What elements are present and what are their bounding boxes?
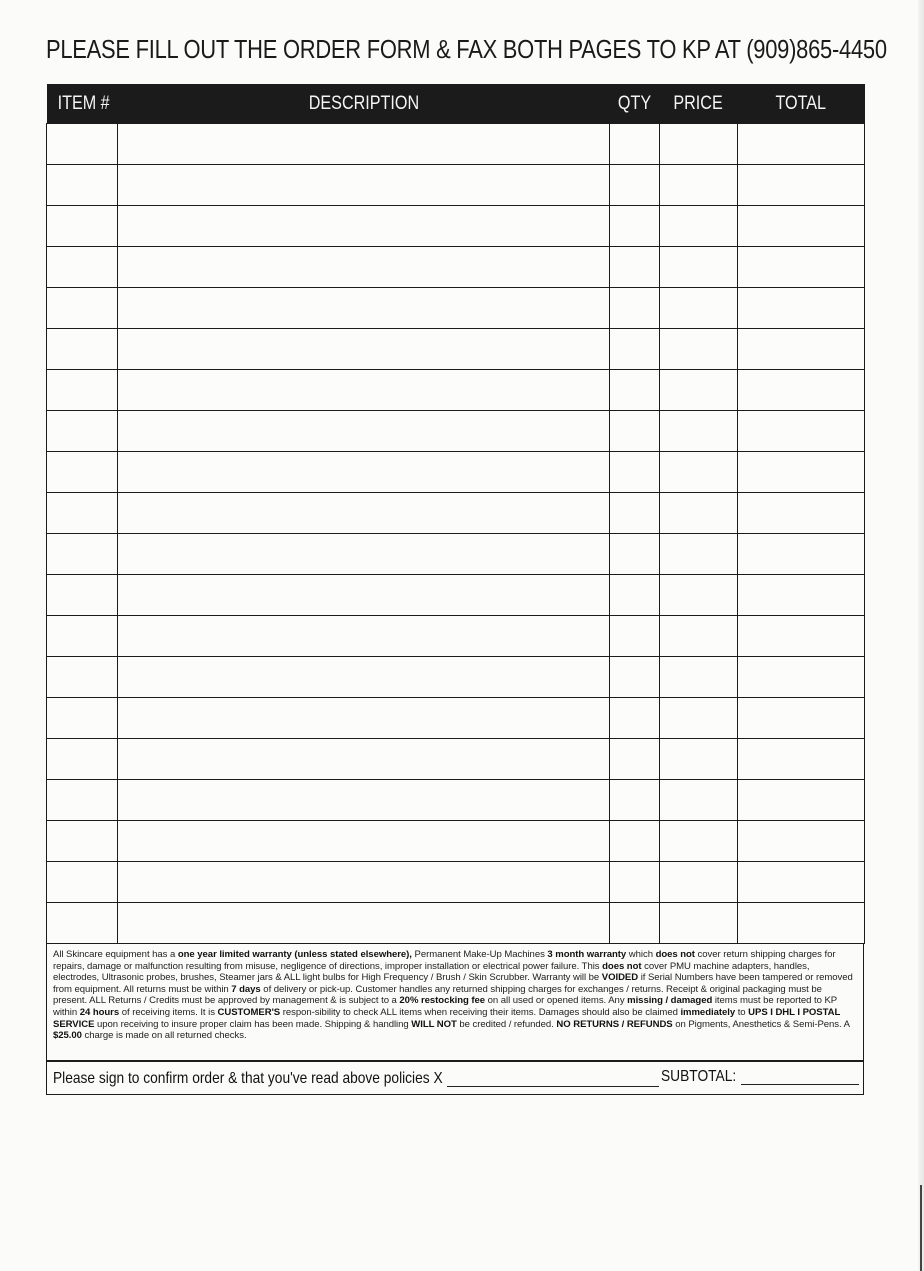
cell-description [118, 370, 610, 411]
item-number-input[interactable] [47, 288, 117, 328]
description-input[interactable] [118, 124, 609, 164]
qty-input[interactable] [610, 329, 659, 369]
cell-description [118, 575, 610, 616]
item-number-input[interactable] [47, 903, 117, 943]
total-input[interactable] [738, 739, 864, 779]
price-input[interactable] [660, 206, 737, 246]
description-input[interactable] [118, 534, 609, 574]
cell-price [660, 903, 738, 944]
description-input[interactable] [118, 452, 609, 492]
cell-description [118, 206, 610, 247]
table-row [47, 739, 865, 780]
policy-emphasis: VOIDED [601, 972, 639, 984]
cell-qty [610, 370, 660, 411]
cell-price [660, 165, 738, 206]
item-number-input[interactable] [47, 698, 117, 738]
cell-description [118, 288, 610, 329]
item-number-input[interactable] [47, 411, 117, 451]
table-row [47, 329, 865, 370]
item-number-input[interactable] [47, 493, 117, 533]
cell-total [738, 165, 865, 206]
policy-emphasis: 3 month warranty [547, 949, 627, 960]
price-input[interactable] [660, 575, 737, 615]
cell-price [660, 493, 738, 534]
qty-input[interactable] [610, 616, 659, 656]
description-input[interactable] [118, 821, 609, 861]
cell-total [738, 452, 865, 493]
policy-text-segment: of delivery or pick-up. Customer handles any returned shipping charges for exchanges / returns. Receipt & original packaging must be present. ALL Returns / Credits must be approved by management & is subject to a [53, 983, 822, 1007]
cell-qty [610, 206, 660, 247]
price-input[interactable] [660, 370, 737, 410]
cell-total [738, 739, 865, 780]
item-number-input[interactable] [47, 124, 117, 164]
item-number-input[interactable] [47, 534, 117, 574]
cell-description [118, 534, 610, 575]
table-row [47, 452, 865, 493]
cell-description [118, 165, 610, 206]
policy-text-segment: cover PMU machine adapters, handles, electrodes, Ultrasonic probes, brushes, Steamer jars & ALL light bulbs for High Frequency / Brush / Skin Scrubber. Warranty will be [53, 960, 810, 984]
cell-qty [610, 411, 660, 452]
cell-price [660, 329, 738, 370]
total-input[interactable] [738, 452, 864, 492]
cell-qty [610, 165, 660, 206]
price-input[interactable] [660, 698, 737, 738]
total-input[interactable] [738, 534, 864, 574]
cell-item-number [47, 862, 118, 903]
cell-description [118, 124, 610, 165]
policy-text-segment: Permanent Make-Up Machines [411, 949, 548, 960]
policy-text-segment: on all used or opened items. Any [485, 995, 628, 1007]
price-input[interactable] [660, 124, 737, 164]
cell-item-number [47, 575, 118, 616]
qty-input[interactable] [610, 657, 659, 697]
table-row [47, 288, 865, 329]
qty-input[interactable] [610, 370, 659, 410]
total-input[interactable] [738, 247, 864, 287]
price-input[interactable] [660, 452, 737, 492]
description-input[interactable] [118, 862, 609, 902]
policy-emphasis: $25.00 [53, 1030, 82, 1042]
qty-input[interactable] [610, 698, 659, 738]
description-input[interactable] [118, 616, 609, 656]
cell-price [660, 862, 738, 903]
policy-text-segment: upon receiving to insure proper claim has been made. Shipping & handling [94, 1018, 412, 1030]
item-number-input[interactable] [47, 329, 117, 369]
table-row [47, 821, 865, 862]
cell-item-number [47, 616, 118, 657]
total-input[interactable] [738, 124, 864, 164]
item-number-input[interactable] [47, 370, 117, 410]
table-row [47, 698, 865, 739]
total-input[interactable] [738, 780, 864, 820]
item-number-input[interactable] [47, 247, 117, 287]
cell-item-number [47, 165, 118, 206]
cell-qty [610, 288, 660, 329]
table-row [47, 247, 865, 288]
cell-total [738, 657, 865, 698]
policy-text-segment: respon-sibility to check ALL items when receiving their items. Damages should also be claimed [280, 1006, 681, 1018]
item-number-input[interactable] [47, 575, 117, 615]
cell-total [738, 124, 865, 165]
cell-price [660, 411, 738, 452]
cell-qty [610, 862, 660, 903]
description-input[interactable] [118, 657, 609, 697]
cell-price [660, 616, 738, 657]
total-input[interactable] [738, 493, 864, 533]
cell-total [738, 370, 865, 411]
policy-text-segment: which [626, 949, 656, 960]
cell-qty [610, 698, 660, 739]
item-number-input[interactable] [47, 452, 117, 492]
price-input[interactable] [660, 247, 737, 287]
cell-item-number [47, 780, 118, 821]
price-input[interactable] [660, 821, 737, 861]
table-row [47, 124, 865, 165]
cell-item-number [47, 903, 118, 944]
description-input[interactable] [118, 903, 609, 943]
cell-description [118, 780, 610, 821]
description-input[interactable] [118, 288, 609, 328]
cell-description [118, 821, 610, 862]
total-input[interactable] [738, 165, 864, 205]
total-input[interactable] [738, 411, 864, 451]
price-input[interactable] [660, 534, 737, 574]
item-number-input[interactable] [47, 165, 117, 205]
item-number-input[interactable] [47, 616, 117, 656]
table-row [47, 657, 865, 698]
order-form [46, 84, 864, 1095]
total-input[interactable] [738, 862, 864, 902]
cell-total [738, 288, 865, 329]
cell-description [118, 411, 610, 452]
cell-description [118, 452, 610, 493]
cell-total [738, 247, 865, 288]
price-input[interactable] [660, 329, 737, 369]
table-row [47, 411, 865, 452]
description-input[interactable] [118, 247, 609, 287]
description-input[interactable] [118, 739, 609, 779]
cell-item-number [47, 493, 118, 534]
description-input[interactable] [118, 370, 609, 410]
cell-price [660, 739, 738, 780]
policy-emphasis: 20% restocking fee [399, 995, 486, 1007]
column-header-item-number: ITEM # [47, 84, 118, 124]
scanned-page-edge-shadow [920, 1185, 922, 1271]
policy-text-segment: if Serial Numbers have been tampered or removed from equipment. All returns must be within [53, 972, 853, 995]
policy-text-segment: items must be reported to KP within [53, 995, 837, 1018]
policy-emphasis: CUSTOMER'S [217, 1006, 281, 1018]
price-input[interactable] [660, 288, 737, 328]
cell-qty [610, 124, 660, 165]
qty-input[interactable] [610, 452, 659, 492]
signature-field[interactable] [447, 1086, 659, 1087]
description-input[interactable] [118, 493, 609, 533]
cell-item-number [47, 698, 118, 739]
qty-input[interactable] [610, 739, 659, 779]
page-title: PLEASE FILL OUT THE ORDER FORM & FAX BOTH PAGES TO KP AT (909)865-4450 [46, 36, 887, 64]
qty-input[interactable] [610, 575, 659, 615]
order-table [46, 84, 865, 944]
total-input[interactable] [738, 903, 864, 943]
price-input[interactable] [660, 862, 737, 902]
cell-price [660, 124, 738, 165]
cell-description [118, 247, 610, 288]
cell-total [738, 493, 865, 534]
cell-qty [610, 616, 660, 657]
qty-input[interactable] [610, 288, 659, 328]
cell-total [738, 862, 865, 903]
subtotal-field[interactable] [741, 1084, 859, 1085]
policy-text-segment: cover return shipping charges for repairs, damage or malfunction resulting from misuse, negligence of directions, improper installation or electrical power failure. This [53, 949, 836, 972]
cell-item-number [47, 370, 118, 411]
cell-total [738, 206, 865, 247]
policy-emphasis: missing / damaged [627, 995, 713, 1007]
item-number-input[interactable] [47, 821, 117, 861]
policy-text-segment: be credited / refunded. [456, 1018, 557, 1030]
cell-price [660, 247, 738, 288]
total-input[interactable] [738, 288, 864, 328]
policy-emphasis: does not [655, 949, 695, 960]
cell-qty [610, 903, 660, 944]
policy-emphasis: one year limited warranty (unless stated elsewhere), [177, 949, 412, 960]
cell-qty [610, 739, 660, 780]
table-row [47, 370, 865, 411]
total-input[interactable] [738, 329, 864, 369]
table-header-row [47, 84, 865, 124]
cell-price [660, 452, 738, 493]
cell-total [738, 780, 865, 821]
cell-total [738, 821, 865, 862]
description-input[interactable] [118, 698, 609, 738]
description-input[interactable] [118, 411, 609, 451]
policy-text-segment: charge is made on all returned checks. [81, 1030, 247, 1042]
policy-emphasis: does not [602, 960, 642, 972]
cell-qty [610, 780, 660, 821]
description-input[interactable] [118, 165, 609, 205]
qty-input[interactable] [610, 493, 659, 533]
total-input[interactable] [738, 657, 864, 697]
policy-emphasis: WILL NOT [411, 1018, 457, 1030]
qty-input[interactable] [610, 165, 659, 205]
cell-item-number [47, 124, 118, 165]
total-input[interactable] [738, 206, 864, 246]
cell-price [660, 698, 738, 739]
cell-qty [610, 452, 660, 493]
qty-input[interactable] [610, 780, 659, 820]
policy-emphasis: immediately [680, 1006, 736, 1018]
cell-item-number [47, 206, 118, 247]
cell-total [738, 616, 865, 657]
cell-item-number [47, 411, 118, 452]
qty-input[interactable] [610, 862, 659, 902]
item-number-input[interactable] [47, 206, 117, 246]
price-input[interactable] [660, 616, 737, 656]
qty-input[interactable] [610, 534, 659, 574]
column-header-total: TOTAL [738, 84, 865, 124]
cell-description [118, 657, 610, 698]
price-input[interactable] [660, 903, 737, 943]
table-row [47, 575, 865, 616]
policy-text-segment: to [735, 1006, 749, 1018]
qty-input[interactable] [610, 206, 659, 246]
qty-input[interactable] [610, 903, 659, 943]
cell-qty [610, 534, 660, 575]
cell-item-number [47, 657, 118, 698]
cell-price [660, 780, 738, 821]
policy-emphasis: NO RETURNS / REFUNDS [556, 1018, 673, 1030]
cell-price [660, 821, 738, 862]
table-body [47, 124, 865, 944]
price-input[interactable] [660, 739, 737, 779]
policy-emphasis: UPS I DHL I POSTAL SERVICE [53, 1006, 841, 1030]
cell-description [118, 493, 610, 534]
description-input[interactable] [118, 329, 609, 369]
total-input[interactable] [738, 616, 864, 656]
cell-price [660, 288, 738, 329]
qty-input[interactable] [610, 821, 659, 861]
cell-qty [610, 575, 660, 616]
cell-item-number [47, 247, 118, 288]
qty-input[interactable] [610, 411, 659, 451]
signature-row [46, 1061, 864, 1095]
qty-input[interactable] [610, 247, 659, 287]
price-input[interactable] [660, 493, 737, 533]
cell-description [118, 903, 610, 944]
item-number-input[interactable] [47, 657, 117, 697]
table-row [47, 862, 865, 903]
cell-price [660, 657, 738, 698]
cell-item-number [47, 739, 118, 780]
policy-text-segment: on Pigments, Anesthetics & Semi-Pens. A [672, 1018, 850, 1030]
price-input[interactable] [660, 411, 737, 451]
signature-label: Please sign to confirm order & that you've read above policies X [53, 1070, 443, 1087]
description-input[interactable] [118, 575, 609, 615]
cell-item-number [47, 821, 118, 862]
policy-emphasis: 7 days [231, 983, 261, 995]
cell-item-number [47, 452, 118, 493]
cell-item-number [47, 329, 118, 370]
policy-text-segment: All Skincare equipment has a [53, 949, 178, 960]
cell-price [660, 534, 738, 575]
scanned-page-edge [918, 0, 924, 1271]
subtotal-label: SUBTOTAL: [661, 1068, 737, 1085]
cell-total [738, 698, 865, 739]
price-input[interactable] [660, 165, 737, 205]
cell-total [738, 411, 865, 452]
total-input[interactable] [738, 575, 864, 615]
cell-item-number [47, 288, 118, 329]
cell-qty [610, 657, 660, 698]
qty-input[interactable] [610, 124, 659, 164]
price-input[interactable] [660, 657, 737, 697]
table-row [47, 206, 865, 247]
table-row [47, 780, 865, 821]
cell-description [118, 698, 610, 739]
cell-qty [610, 329, 660, 370]
total-input[interactable] [738, 698, 864, 738]
description-input[interactable] [118, 206, 609, 246]
column-header-description: DESCRIPTION [118, 84, 610, 124]
item-number-input[interactable] [47, 739, 117, 779]
price-input[interactable] [660, 780, 737, 820]
cell-price [660, 370, 738, 411]
cell-qty [610, 493, 660, 534]
column-header-qty: QTY [610, 84, 660, 124]
item-number-input[interactable] [47, 780, 117, 820]
table-row [47, 534, 865, 575]
policy-text-segment: of receiving items. It is [119, 1006, 218, 1018]
policy-text [46, 944, 864, 1061]
cell-description [118, 739, 610, 780]
cell-item-number [47, 534, 118, 575]
cell-description [118, 616, 610, 657]
table-row [47, 903, 865, 944]
cell-total [738, 534, 865, 575]
table-row [47, 493, 865, 534]
cell-description [118, 329, 610, 370]
item-number-input[interactable] [47, 862, 117, 902]
cell-total [738, 329, 865, 370]
cell-description [118, 862, 610, 903]
total-input[interactable] [738, 821, 864, 861]
cell-qty [610, 821, 660, 862]
column-header-price: PRICE [660, 84, 738, 124]
description-input[interactable] [118, 780, 609, 820]
table-row [47, 165, 865, 206]
cell-total [738, 903, 865, 944]
total-input[interactable] [738, 370, 864, 410]
cell-price [660, 206, 738, 247]
table-row [47, 616, 865, 657]
policy-emphasis: 24 hours [79, 1006, 120, 1018]
cell-price [660, 575, 738, 616]
cell-total [738, 575, 865, 616]
cell-qty [610, 247, 660, 288]
